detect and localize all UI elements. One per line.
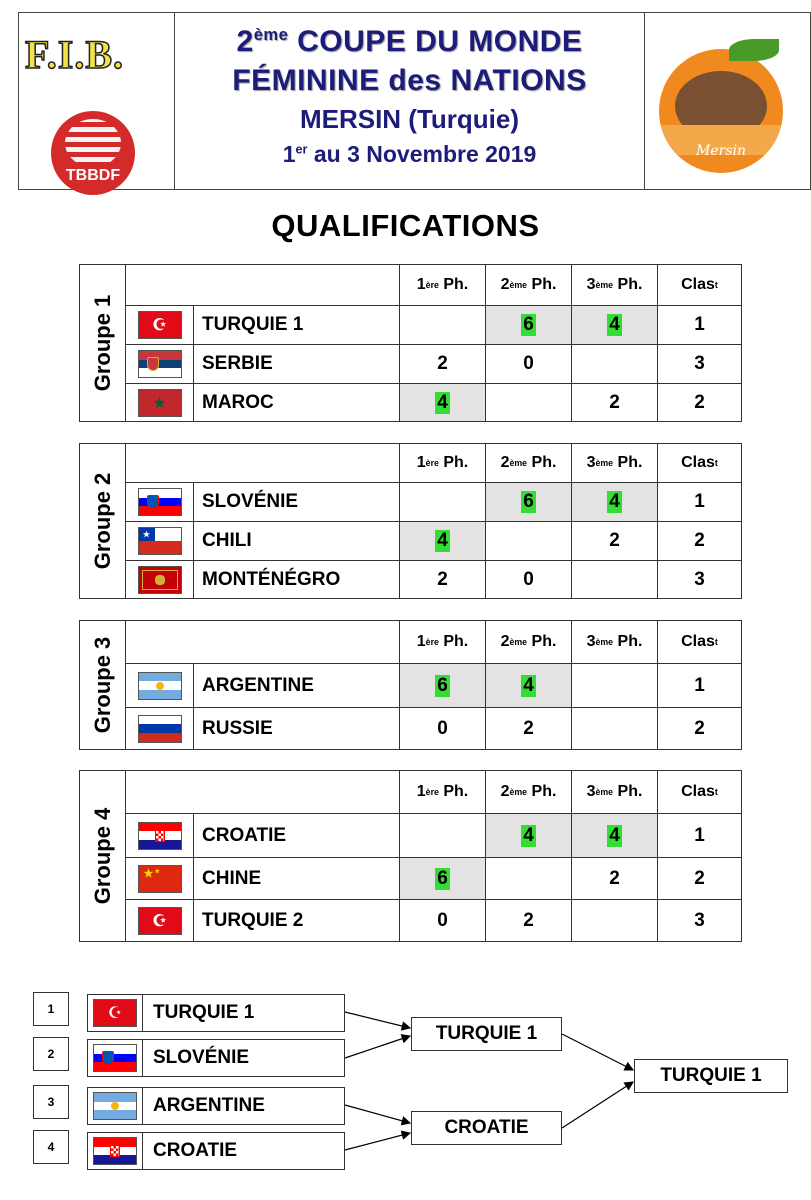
turkey-flag-icon: ☪	[138, 907, 182, 935]
event-title-line-2: FÉMININE des NATIONS	[232, 64, 587, 97]
turkey-flag-icon: ☪	[138, 311, 182, 339]
section-title: QUALIFICATIONS	[271, 208, 540, 243]
phase-1-score: 2	[400, 345, 486, 383]
team-name: ARGENTINE	[194, 664, 400, 707]
bracket-arrow	[345, 1133, 410, 1150]
final-winner: TURQUIE 1	[634, 1059, 788, 1093]
phase-2-score: 6	[486, 483, 572, 521]
col-header-ranking: Clas t	[681, 783, 718, 800]
seed-team-name: ARGENTINE	[153, 1095, 265, 1116]
phase-1-score: 0	[400, 708, 486, 749]
phase-1-score: 6	[400, 858, 486, 899]
col-header-phase-2: 2 ème Ph.	[486, 621, 572, 663]
team-name: MAROC	[194, 384, 400, 421]
turkey-flag-icon: ☪	[93, 999, 137, 1027]
phase-2-score: 0	[486, 561, 572, 598]
col-header-phase-3: 3 ème Ph.	[572, 621, 658, 663]
mersin-orange-logo: Mersin	[659, 49, 783, 173]
team-name: CHILI	[194, 522, 400, 560]
col-header-phase-1: 1 ère Ph.	[400, 265, 486, 305]
group-label: Groupe 2	[80, 444, 126, 598]
bracket-arrow	[345, 1012, 410, 1028]
tbbdf-logo: TBBDF	[51, 111, 135, 195]
col-header-phase-1: 1 ère Ph.	[400, 621, 486, 663]
china-flag-icon: ★ ★	[138, 865, 182, 893]
morocco-flag-icon: ★	[138, 389, 182, 417]
bracket-arrow	[562, 1034, 633, 1070]
phase-3-score: 2	[572, 858, 658, 899]
col-header-ranking: Clas t	[681, 454, 718, 471]
ranking-value: 1	[694, 314, 705, 335]
group-label: Groupe 4	[80, 771, 126, 941]
phase-2-score: 2	[486, 708, 572, 749]
phase-3-score: 2	[572, 384, 658, 421]
ranking-value: 2	[694, 717, 705, 739]
col-header-phase-3: 3 ème Ph.	[572, 444, 658, 482]
team-name: TURQUIE 1	[194, 306, 400, 344]
phase-2-score: 6	[486, 306, 572, 344]
col-header-phase-1: 1 ère Ph.	[400, 771, 486, 813]
col-header-phase-2: 2 ème Ph.	[486, 444, 572, 482]
phase-1-score: 0	[400, 900, 486, 941]
ranking-value: 3	[694, 909, 705, 931]
ranking-value: 1	[694, 674, 705, 696]
fib-logo: F.I.B.	[25, 32, 125, 77]
chile-flag-icon: ★	[138, 527, 182, 555]
phase-2-score: 0	[486, 345, 572, 383]
team-name: SLOVÉNIE	[194, 483, 400, 521]
col-header-phase-3: 3 ème Ph.	[572, 265, 658, 305]
phase-3-score: 2	[572, 522, 658, 560]
ranking-value: 2	[694, 530, 705, 551]
bracket-arrow	[345, 1105, 410, 1123]
ranking-value: 1	[694, 824, 705, 846]
event-dates: 1er au 3 Novembre 2019	[282, 141, 537, 167]
ranking-value: 3	[694, 568, 705, 590]
col-header-phase-2: 2 ème Ph.	[486, 771, 572, 813]
phase-3-score: 4	[572, 306, 658, 344]
phase-1-score: 4	[400, 522, 486, 560]
bracket-arrow	[562, 1082, 633, 1128]
team-name: SERBIE	[194, 345, 400, 383]
ranking-value: 1	[694, 491, 705, 512]
phase-2-score: 4	[486, 814, 572, 857]
team-name: TURQUIE 2	[194, 900, 400, 941]
phase-1-score: 6	[400, 664, 486, 707]
ranking-value: 3	[694, 353, 705, 374]
col-header-ranking: Clas t	[681, 276, 718, 293]
seed-team-name: TURQUIE 1	[153, 1002, 255, 1023]
phase-1-score: 2	[400, 561, 486, 598]
seed-number: 3	[33, 1085, 69, 1119]
col-header-phase-3: 3 ème Ph.	[572, 771, 658, 813]
seed-team-name: CROATIE	[153, 1140, 238, 1161]
seed-number: 2	[33, 1037, 69, 1071]
team-name: CHINE	[194, 858, 400, 899]
seed-number: 1	[33, 992, 69, 1026]
semi-final-winner-2: CROATIE	[411, 1111, 562, 1145]
phase-1-score: 4	[400, 384, 486, 421]
phase-2-score: 2	[486, 900, 572, 941]
group-label: Groupe 3	[80, 621, 126, 749]
event-title-line-1: 2ème COUPE DU MONDE	[236, 25, 583, 58]
ranking-value: 2	[694, 867, 705, 889]
col-header-phase-1: 1 ère Ph.	[400, 444, 486, 482]
team-name: MONTÉNÉGRO	[194, 561, 400, 598]
ranking-value: 2	[694, 391, 705, 413]
event-location: MERSIN (Turquie)	[299, 104, 520, 134]
phase-3-score: 4	[572, 483, 658, 521]
seed-number: 4	[33, 1130, 69, 1164]
team-name: RUSSIE	[194, 708, 400, 749]
phase-2-score: 4	[486, 664, 572, 707]
phase-3-score: 4	[572, 814, 658, 857]
bracket-arrow	[345, 1036, 410, 1058]
group-label: Groupe 1	[80, 265, 126, 421]
seed-team-name: SLOVÉNIE	[153, 1047, 250, 1068]
semi-final-winner-1: TURQUIE 1	[411, 1017, 562, 1051]
col-header-ranking: Clas t	[681, 633, 718, 650]
col-header-phase-2: 2 ème Ph.	[486, 265, 572, 305]
team-name: CROATIE	[194, 814, 400, 857]
